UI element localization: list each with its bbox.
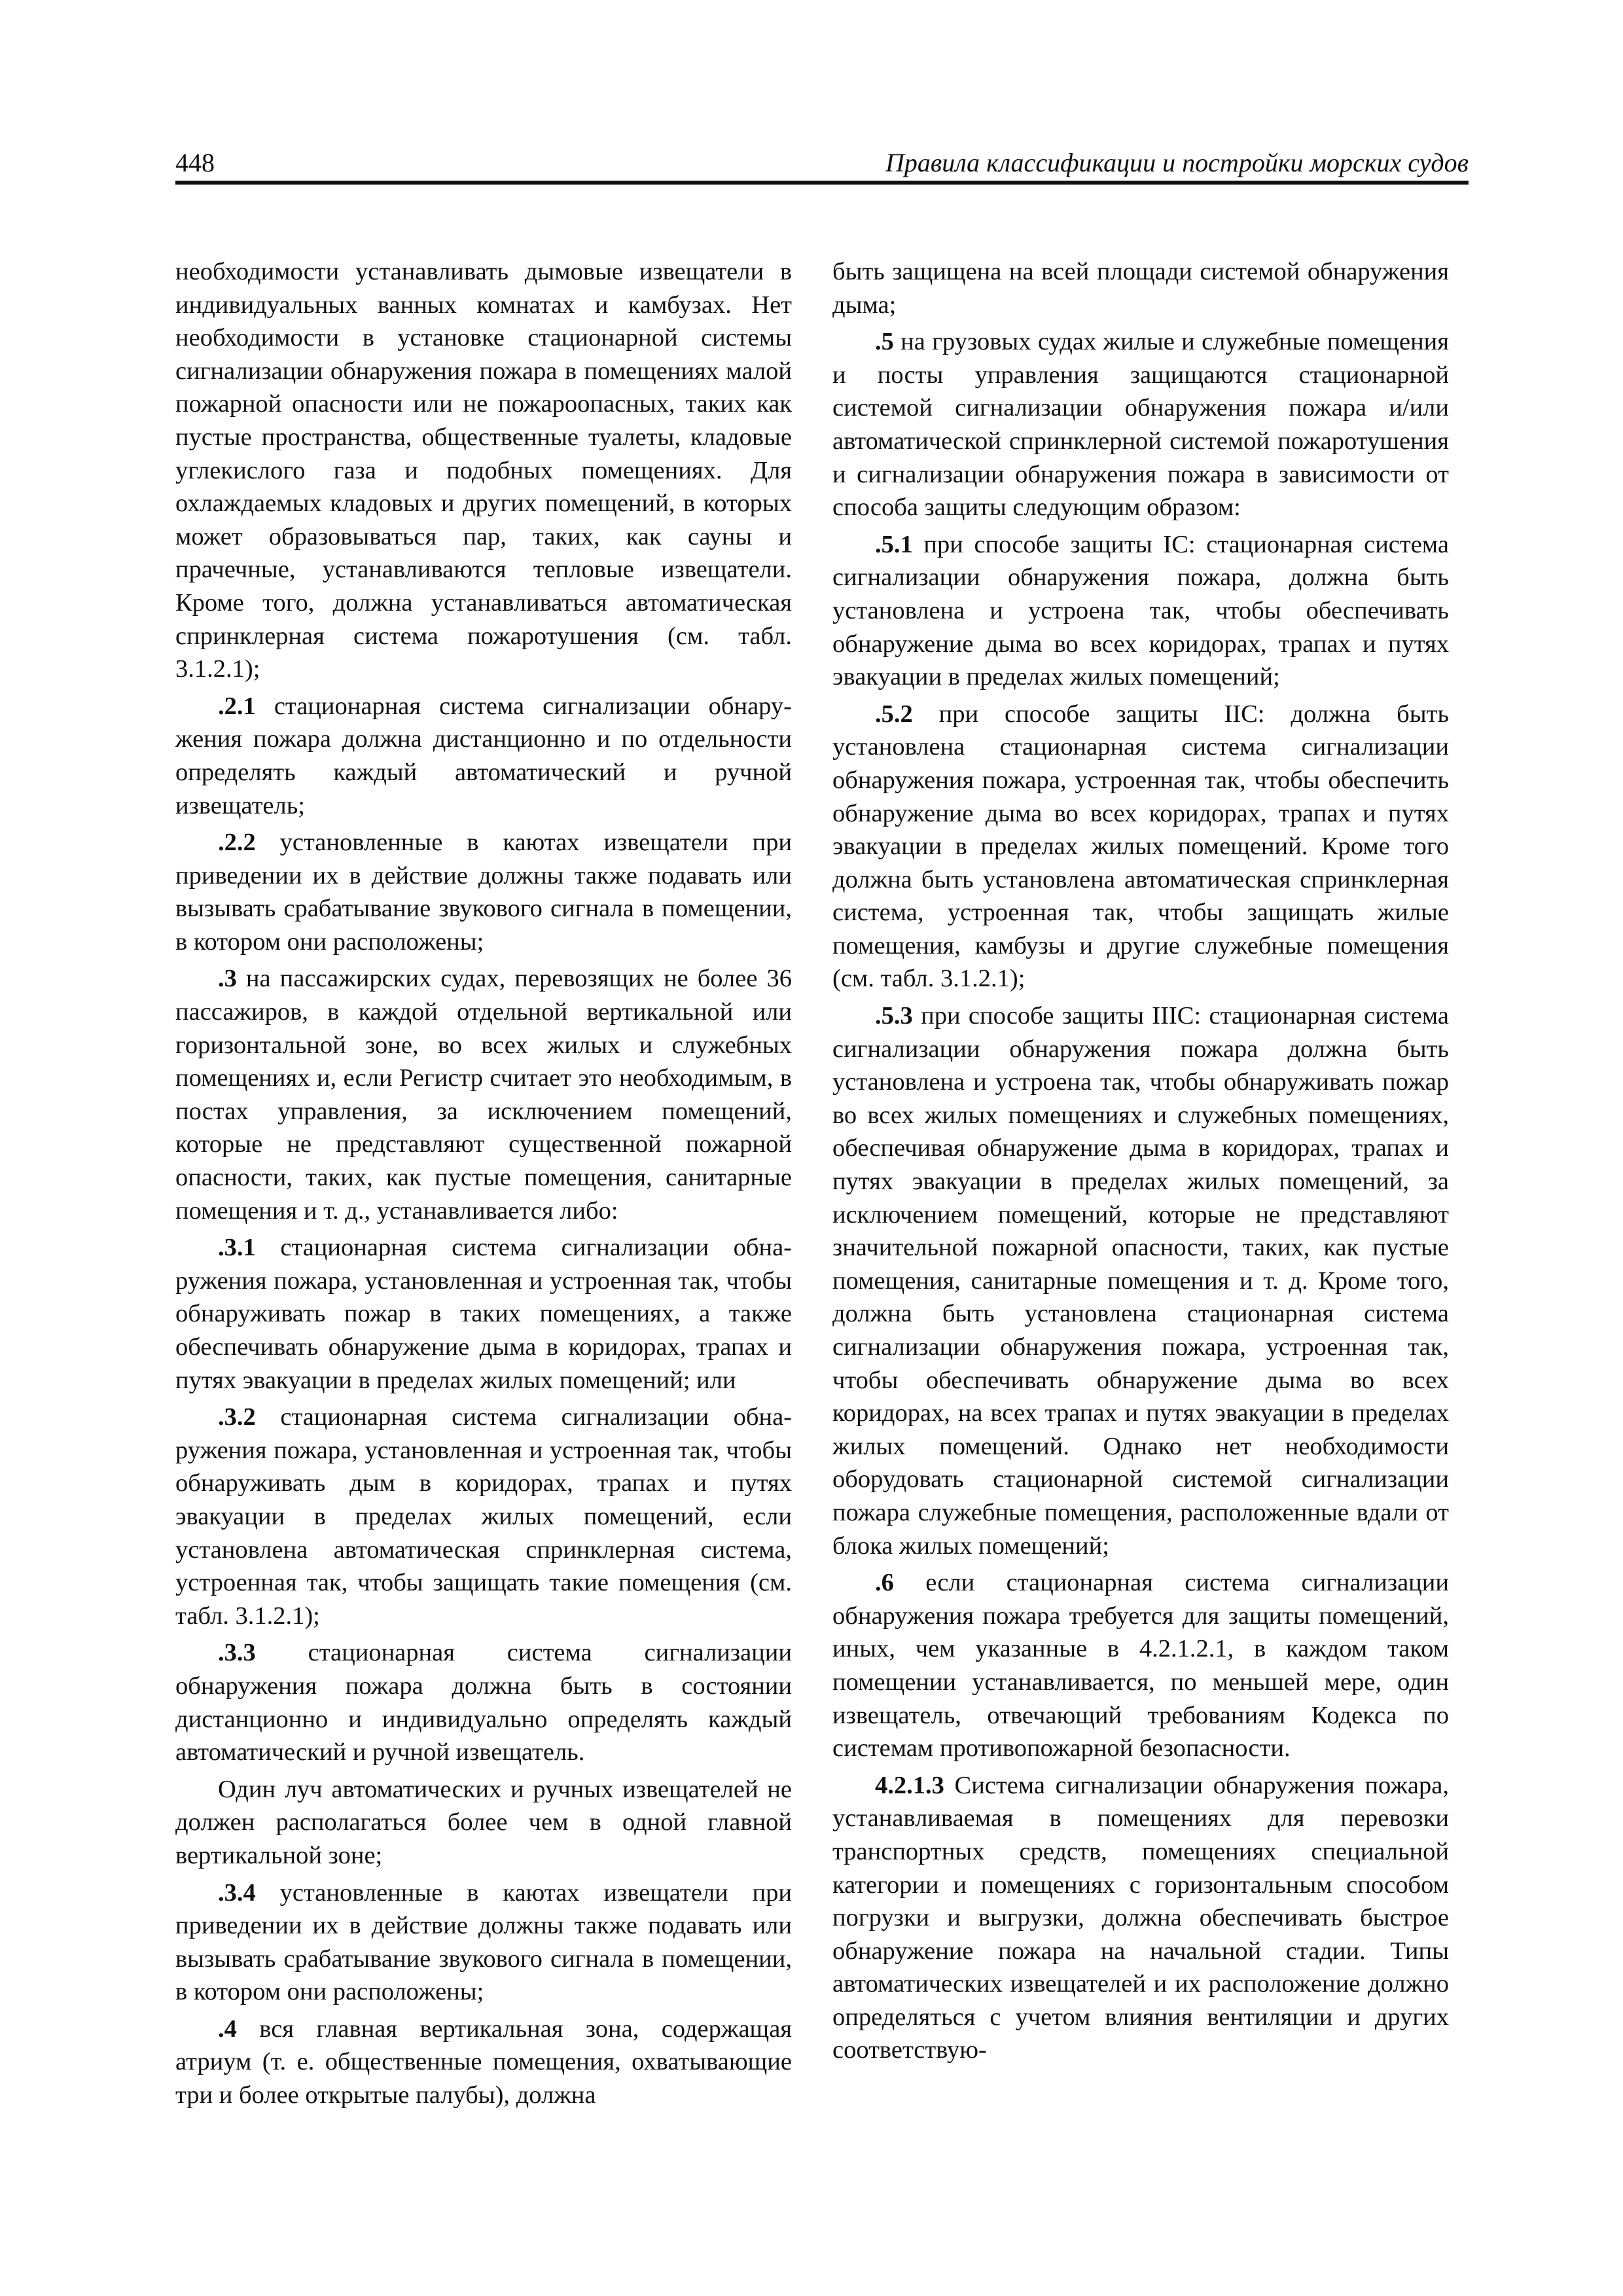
- running-title: Правила классификации и постройки морских судов: [885, 148, 1469, 177]
- page-number: 448: [175, 148, 215, 177]
- clause-number: .4: [218, 2015, 237, 2043]
- clause-number: .5.3: [875, 1002, 913, 1030]
- paragraph: .2.2 установленные в каютах извещатели при приведении их в действие должны также подавать или вызывать срабатывание звукового сигнала в помещении, в котором они расположены;: [175, 829, 792, 956]
- paragraph: .3 на пассажирских судах, перевозящих не более 36 пассажиров, в каждой отдельной вертикальной или горизонтальной зоне, во всех жилых и служебных помещениях и, если Регистр считает это необходимым, в постах управления, за исключением помещений, которые не представляют существенной пожарной опасности, таких, как пустые помещения, санитарные помещения и т. д., устанавливается либо:: [175, 965, 792, 1225]
- paragraph: .4 вся главная вертикальная зона, содержащая атриум (т. е. общественные помещения, охватывающие три и более открытые палубы), должна: [175, 2015, 792, 2109]
- clause-number: .6: [875, 1569, 894, 1597]
- paragraph: .3.2 стационарная система сигнализации обнаружения пожара, установленная и устроенная так, чтобы обнаруживать дым в коридорах, трапах и путях эвакуации в пределах жилых помещений, если установлена автоматическая спринклерная система, устроенная так, чтобы защищать такие помещения (см. табл. 3.1.2.1);: [175, 1403, 792, 1630]
- clause-number: .5.2: [875, 700, 913, 728]
- paragraph: .3.4 установленные в каютах извещатели при приведении их в действие должны также подавать или вызывать срабатывание звукового сигнала в помещении, в котором они расположены;: [175, 1878, 792, 2006]
- paragraph: .5.1 при способе защиты IC: стационарная система сигнализации обнаружения пожара, должна быть установлена и устроена так, чтобы обеспечивать обнаружение дыма во всех коридорах, трапах и путях эвакуации в пределах жилых помещений;: [832, 530, 1449, 691]
- clause-number: .3.1: [218, 1234, 256, 1262]
- paragraph: .5.3 при способе защиты IIIC: стационарная система сигнализации обнаружения пожара должна быть установлена и устроена так, чтобы обнаруживать пожар во всех жилых помещениях и служебных помещениях, обеспечивая обнаружение дыма в коридорах, трапах и путях эвакуации в пределах жилых помещений, за исключением помещений, которые не представляют значительной пожарной опасности, таких, как пустые помещения, санитарные помещения и т. д. Кроме того, должна быть установлена стационарная система сигнализации обнаружения пожара, устроенная так, чтобы обеспечивать обнаружение дыма во всех коридорах, на всех трапах и путях эвакуации в пределах жилых помещений. Однако нет необходимости оборудовать стационарной системой сигнализации пожара служебные помещения, расположенные вдали от блока жилых помещений;: [832, 1002, 1449, 1560]
- clause-number: .2.1: [218, 692, 256, 720]
- paragraph: 4.2.1.3 Система сигнализации обнаружения пожара, устанавливаемая в помещениях для перевозки транспортных средств, помещениях специальной категории и помещениях с горизонтальным способом погрузки и выгрузки, должна обеспечивать быстрое обнаружение пожара на начальной стадии. Типы автоматических извещателей и их расположение должно определяться с учетом влияния вентиляции и других соответствую-: [832, 1771, 1449, 2064]
- right-column: [832, 255, 1449, 2071]
- clause-number: .3.4: [218, 1878, 256, 1907]
- clause-number: .3: [218, 965, 237, 993]
- paragraph: .3.3 стационарная система сигнализации обнаружения пожара должна быть в состоянии дистанционно и индивидуально определять каждый автоматический и ручной извещатель.: [175, 1639, 792, 1767]
- clause-number: 4.2.1.3: [875, 1771, 944, 1799]
- left-column: [175, 255, 792, 2116]
- page-header: [175, 143, 1469, 185]
- clause-number: .3.2: [218, 1403, 256, 1431]
- paragraph: .2.1 стационарная система сигнализации обнаружения пожара должна дистанционно и по отдельности определять каждый автоматический и ручной извещатель;: [175, 692, 792, 819]
- paragraph: быть защищена на всей площади системой обнаружения дыма;: [832, 258, 1449, 319]
- paragraph: необходимости устанавливать дымовые извещатели в индивидуальных ванных комнатах и камбузах. Нет необходимости в установке стационарной системы сигнализации обнаружения пожара в помещениях малой пожарной опасности или не пожароопасных, таких как пустые пространства, общественные туалеты, кладовые углекислого газа и подобных помещениях. Для охлаждаемых кладовых и других помещений, в которых может образовываться пар, таких, как сауны и прачечные, устанавливаются тепловые извещатели. Кроме того, должна устанавливаться автоматическая спринклерная система пожаротушения (см. табл. 3.1.2.1);: [175, 258, 792, 683]
- paragraph: .6 если стационарная система сигнализации обнаружения пожара требуется для защиты помещений, иных, чем указанные в 4.2.1.2.1, в каждом таком помещении устанавливается, по меньшей мере, один извещатель, отвечающий требованиям Кодекса по системам противопожарной безопасности.: [832, 1569, 1449, 1763]
- paragraph: .5.2 при способе защиты IIC: должна быть установлена стационарная система сигнализации обнаружения пожара, устроенная так, чтобы обеспечить обнаружение дыма во всех коридорах, трапах и путях эвакуации в пределах жилых помещений. Кроме того должна быть установлена автоматическая спринклерная система, устроенная так, чтобы защищать жилые помещения, камбузы и другие служебные помещения (см. табл. 3.1.2.1);: [832, 700, 1449, 993]
- paragraph: .5 на грузовых судах жилые и служебные помещения и посты управления защищаются стационарной системой сигнализации обнаружения пожара и/или автоматической спринклерной системой пожаротушения и сигнализации обнаружения пожара в зависимости от способа защиты следующим образом:: [832, 328, 1449, 522]
- paragraph: .3.1 стационарная система сигнализации обнаружения пожара, установленная и устроенная так, чтобы обнаруживать пожар в таких помещениях, а также обеспечивать обнаружение дыма в коридорах, трапах и путях эвакуации в пределах жилых помещений; или: [175, 1234, 792, 1394]
- clause-number: .2.2: [218, 829, 256, 857]
- clause-number: .5: [875, 328, 894, 356]
- clause-number: .5.1: [875, 530, 913, 558]
- clause-number: .3.3: [218, 1639, 256, 1667]
- paragraph: Один луч автоматических и ручных извещателей не должен располагаться более чем в одной главной вертикальной зоне;: [175, 1775, 792, 1869]
